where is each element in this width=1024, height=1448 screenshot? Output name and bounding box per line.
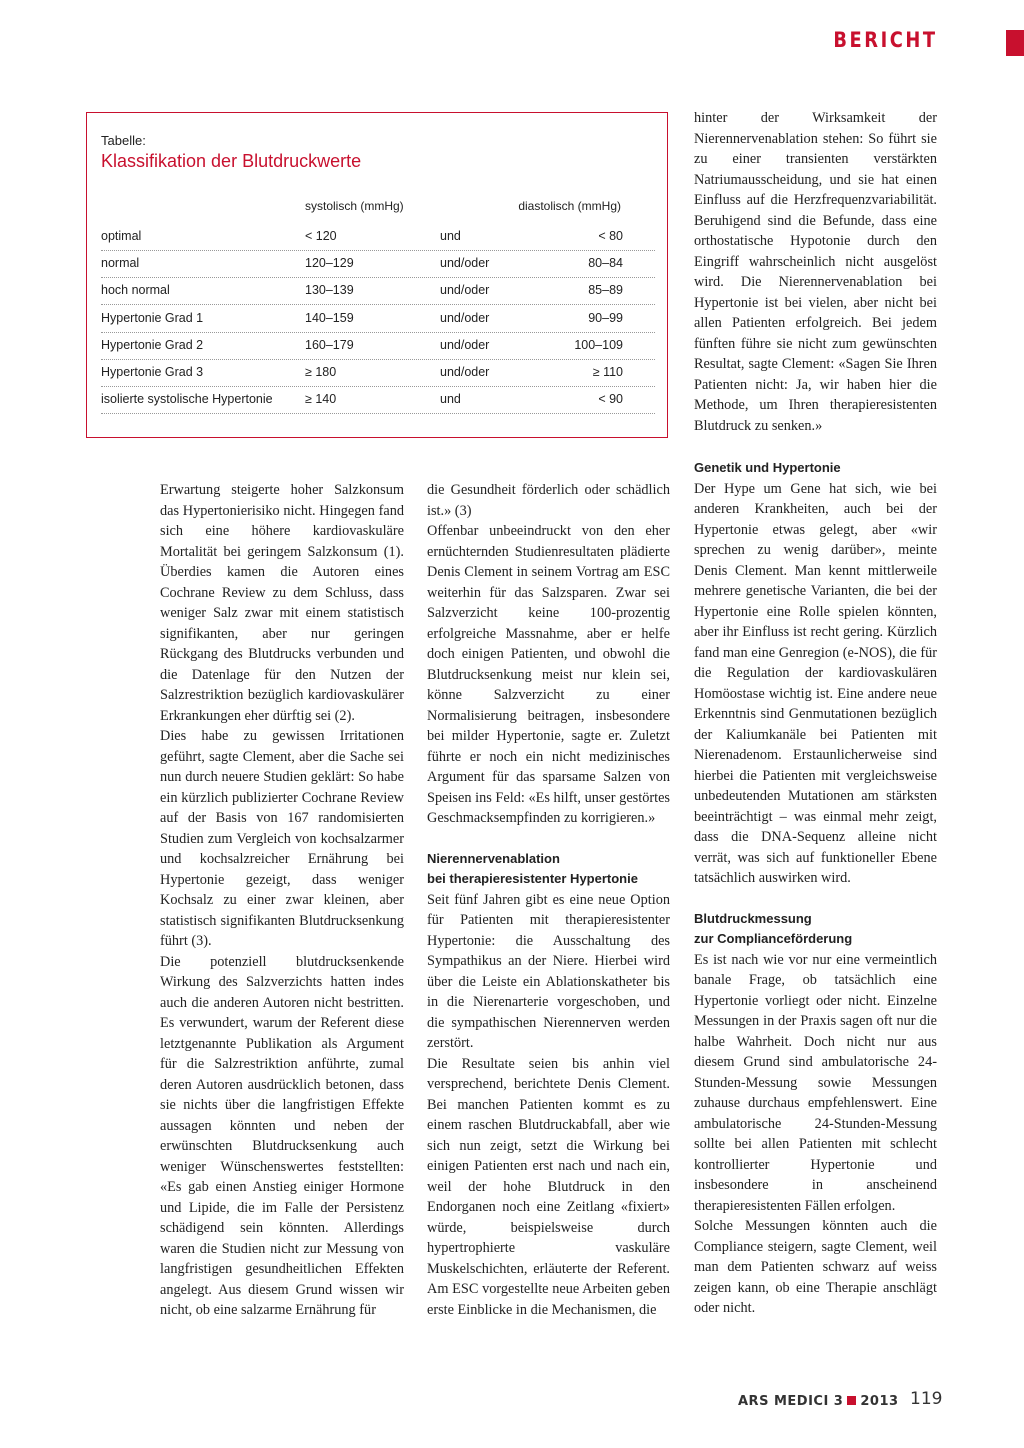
- diastolic-cell: ≥ 110: [592, 365, 623, 379]
- column-header-systolic: systolisch (mmHg): [305, 199, 404, 213]
- diastolic-cell: 85–89: [588, 283, 623, 298]
- systolic-cell: ≥ 180: [305, 365, 337, 379]
- conjunction-cell: und: [440, 392, 461, 407]
- article-column-1: [160, 480, 404, 1321]
- conjunction-cell: und/oder: [440, 256, 490, 271]
- paragraph: Die Resultate seien bis anhin viel versprechend, berichtete Denis Clement. Bei manchen Patienten kommt es zu einem raschen Blutdruckabfall, aber wie sich nun zeigt, setzt die Wirkung bei einigen Patienten erst nach und nach ein, weil der hohe Blutdruck in den Endorganen noch eine Zeitlang «fixiert» würde, beispielsweise durch hypertrophierte vaskuläre Muskelschichten, erläuterte der Referent. Am ESC vorgestellte neue Arbeiten geben erste Einblicke in die Mechanismen, die: [427, 1055, 670, 1318]
- footer-publication: [738, 1394, 899, 1409]
- article-column-3: [694, 458, 937, 1319]
- article-column-3-top: [694, 108, 937, 436]
- page-number: 119: [910, 1389, 943, 1409]
- subheading-line: bei therapieresistenter Hypertonie: [427, 871, 638, 886]
- table-row: [101, 386, 655, 414]
- table-label: Tabelle:: [101, 133, 146, 148]
- diastolic-cell: < 80: [598, 229, 623, 243]
- table-row: [101, 332, 655, 360]
- category-cell: Hypertonie Grad 1: [101, 310, 204, 325]
- systolic-cell: 140–159: [305, 310, 354, 325]
- table-title: Klassifikation der Blutdruckwerte: [101, 151, 362, 171]
- systolic-cell: 120–129: [305, 256, 354, 271]
- paragraph: Seit fünf Jahren gibt es eine neue Option für Patienten mit therapieresistenter Hypertonie: die Ausschaltung des Sympathikus an der Niere. Hierbei wird über die Leiste ein Ablationskatheter bis in die Nierenarterie vorgeschoben, und die sympathischen Nierennerven werden zerstört.: [427, 891, 670, 1051]
- subheading-line: Nierennervenablation: [427, 850, 560, 866]
- section-marker: [1006, 30, 1024, 56]
- table-row: [101, 359, 655, 387]
- systolic-cell: 130–139: [305, 283, 354, 298]
- paragraph: Offenbar unbeeindruckt von den eher ernüchternden Studienresultaten plädierte Denis Clement in seinem Vortrag am ESC weiterhin für das Salzsparen. Zwar sei Salzverzicht keine 100-prozentig erfolgreiche Massnahme, aber er helfe doch einigen Patienten, und obwohl die Blutdrucksenkung meist nur klein sei, könne Salzverzicht zu einer Normalisierung beitragen, insbesondere bei milder Hypertonie, sagte er. Zuletzt führte er noch ein nicht medizinisches Argument für das sparsame Salzen von Speisen ins Feld: «Es hilft, unser gestörtes Geschmacksempfinden zu korrigieren.»: [427, 523, 670, 826]
- footer-square-icon: [847, 1396, 856, 1405]
- table-row: [101, 250, 655, 278]
- column-header-diastolic: diastolisch (mmHg): [518, 199, 621, 213]
- diastolic-cell: 80–84: [588, 256, 623, 271]
- conjunction-cell: und/oder: [440, 365, 490, 379]
- journal-year: 2013: [860, 1394, 899, 1409]
- subheading-line: Blutdruckmessung: [694, 910, 812, 926]
- paragraph: Dies habe zu gewissen Irritationen geführt, sagte Clement, aber die Sache sei nun durch neuere Studien geklärt: So habe ein kürzlich publizierter Cochrane Review auf der Basis von 167 randomisierten Studien zum Vergleich von kochsalzarmer und kochsalzreicher Ernährung bei Hypertonie gezeigt, dass weniger Kochsalz zu einer zwar kleinen, aber statistisch signifikanten Blutdrucksenkung führt (3).: [160, 728, 404, 949]
- table-row: [101, 277, 655, 305]
- category-cell: Hypertonie Grad 3: [101, 365, 204, 379]
- journal-name: ARS MEDICI 3: [738, 1394, 844, 1409]
- category-cell: normal: [101, 256, 140, 271]
- conjunction-cell: und/oder: [440, 337, 490, 352]
- paragraph: Es ist nach wie vor nur eine vermeintlich banale Frage, ob tatsächlich eine Hypertonie vorliegt oder nicht. Einzelne Messungen in der Praxis sagen oft nur die halbe Wahrheit. Doch nicht nur aus diesem Grund sind ambulatorische 24-Stunden-Messung sowie Messungen zuhause durchaus empfehlenswert. Eine ambulatorische 24-Stunden-Messung sollte bei allen Patienten mit schlecht kontrollierter Hypertonie und insbesondere in anscheinend therapieresistenten Fällen erfolgen.: [694, 951, 937, 1214]
- subheading: [427, 849, 670, 890]
- paragraph: hinter der Wirksamkeit der Nierennervenablation stehen: So führt sie zu einer transienten verstärkten Natriumausscheidung, und sie hat einen Einfluss auf die Herzfrequenzvariabilität. Beruhigend sind die Befunde, dass eine orthostatische Hypotonie durch den Eingriff wahrscheinlich nicht ausgelöst wird. Die Nierennervenablation bei Hypertonie ist bei vielen, aber nicht bei allen Patienten erfolgreich. Bei jedem fünften führe sie nicht zum gewünschten Resultat, sagte Clement: «Sagen Sie Ihren Patienten nicht: Ja, wir haben hier die Methode, um Ihren therapieresistenten Blutdruck zu senken.»: [694, 110, 937, 434]
- diastolic-cell: 100–109: [574, 337, 623, 352]
- category-cell: hoch normal: [101, 283, 170, 298]
- table-row: [101, 223, 655, 251]
- section-label: BERICHT: [833, 28, 938, 52]
- table-row: [101, 305, 655, 333]
- paragraph: Solche Messungen könnten auch die Compliance steigern, sagte Clement, weil man dem Patienten schwarz auf weiss zeigen kann, ob eine Therapie anschlägt oder nicht.: [694, 1218, 937, 1316]
- paragraph: die Gesundheit förderlich oder schädlich ist.» (3): [427, 482, 670, 519]
- systolic-cell: ≥ 140: [305, 392, 337, 407]
- blood-pressure-table: [86, 112, 668, 438]
- category-cell: Hypertonie Grad 2: [101, 337, 204, 352]
- article-column-2: [427, 480, 670, 1320]
- category-cell: optimal: [101, 229, 142, 243]
- conjunction-cell: und/oder: [440, 283, 490, 298]
- subheading: [694, 909, 937, 950]
- paragraph: Der Hype um Gene hat sich, wie bei anderen Krankheiten, auch bei der Hypertonie etwas gelegt, aber «wir sprechen zu wenig darüber», meinte Denis Clement. Man kennt mittlerweile mehrere genetische Varianten, die bei der Hypertonie eine Rolle spielen könnten, aber ihr Einfluss ist recht gering. Kürzlich fand man eine Genregion (e-NOS), die für die Regulation der kardiovaskulären Homöostase wichtig ist. Eine andere neue Erkenntnis sind Genmutationen bezüglich der Kaliumkanäle bei Patienten mit Nierenadenom. Erstaunlicherweise sind hierbei die Patienten mit vergleichsweise unbedeutenden Mutationen am stärksten beeinträchtigt – was einmal mehr zeigt, dass die DNA-Sequenz alleine nicht verrät, was sich auf funktioneller Ebene tatsächlich auswirken wird.: [694, 480, 937, 886]
- subheading-line: zur Complianceförderung: [694, 931, 853, 946]
- conjunction-cell: und: [440, 229, 461, 243]
- paragraph: Erwartung steigerte hoher Salzkonsum das Hypertonierisiko nicht. Hingegen fand sich eine höhere kardiovaskuläre Mortalität bei geringem Salzkonsum (1). Überdies kamen die Autoren eines Cochrane Review zu dem Schluss, dass weniger Salz zwar mit einem statistisch signifikanten, aber nur geringen Rückgang des Blutdrucks verbunden und die Datenlage für den Nutzen der Salzrestriktion bezüglich kardiovaskulärer Erkrankungen eher dürftig sei (2).: [160, 482, 404, 724]
- systolic-cell: 160–179: [305, 337, 354, 352]
- diastolic-cell: 90–99: [588, 310, 623, 325]
- conjunction-cell: und/oder: [440, 310, 490, 325]
- subheading: Genetik und Hypertonie: [694, 460, 841, 475]
- paragraph: Die potenziell blutdrucksenkende Wirkung des Salzverzichts hatten indes auch die anderen Autoren nicht bestritten. Es verwundert, warum der Referent diese letztgenannte Publikation als Argument für die Salzrestriktion anführte, zumal deren Autoren ausdrücklich betonen, dass sie nichts über die langfristigen Effekte aussagen könnten und neben der erwünschten Blutdrucksenkung auch weniger Wünschenswertes feststellten: «Es gab einen Anstieg einiger Hormone und Lipide, die im Falle der Persistenz schädigend sein könnten. Allerdings waren die Studien nicht zur Messung von langfristigen gesundheitlichen Effekten angelegt. Aus diesem Grund wissen wir nicht, ob eine salzarme Ernährung für: [160, 953, 404, 1318]
- category-cell: isolierte systolische Hypertonie: [101, 392, 273, 407]
- systolic-cell: < 120: [305, 229, 337, 243]
- diastolic-cell: < 90: [598, 392, 623, 407]
